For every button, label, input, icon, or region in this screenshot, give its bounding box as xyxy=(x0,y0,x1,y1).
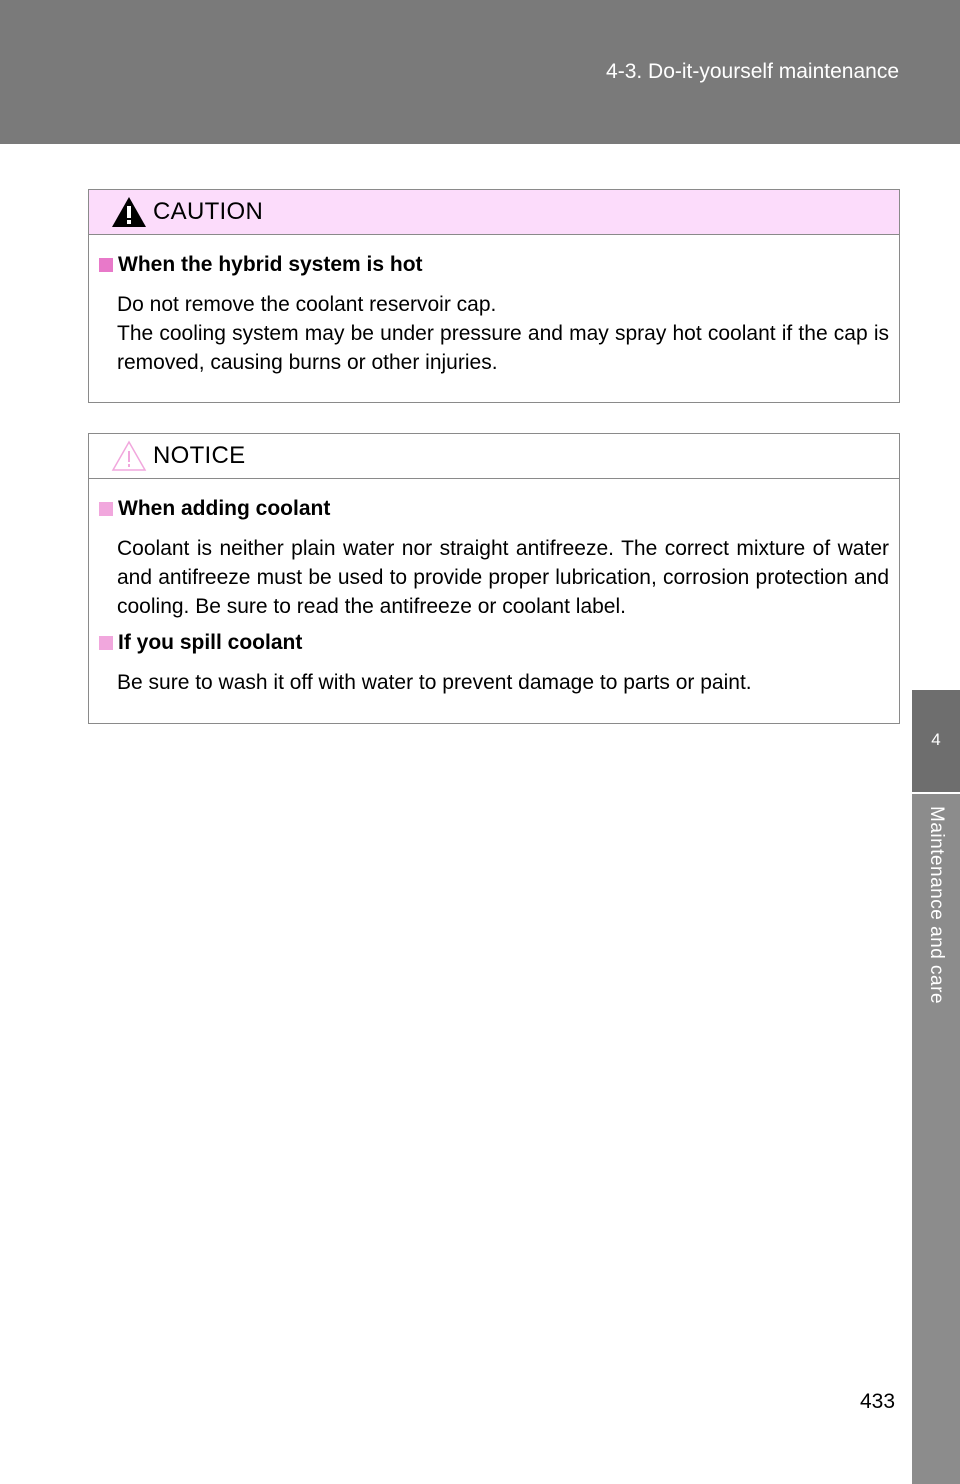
chapter-title: Maintenance and care xyxy=(926,806,947,1005)
notice-triangle-icon xyxy=(111,440,147,472)
notice-item-1-text: Coolant is neither plain water nor straight antifreeze. The correct mixture of water and antifreeze must be used to provide proper lubrication, corrosion protection and cooling. Be sure to read the antifreeze or coolant label. xyxy=(117,537,889,618)
notice-item-title xyxy=(99,631,889,655)
notice-item-title xyxy=(99,497,889,521)
notice-item-2-title: If you spill coolant xyxy=(118,631,303,654)
notice-item-2-text: Be sure to wash it off with water to prevent damage to parts or paint. xyxy=(117,671,752,694)
notice-header xyxy=(89,434,899,479)
notice-label: NOTICE xyxy=(153,442,246,469)
square-bullet-icon xyxy=(99,502,113,516)
caution-body xyxy=(89,235,899,377)
page-number: 433 xyxy=(860,1390,896,1413)
caution-item-title-text: When the hybrid system is hot xyxy=(118,253,423,276)
chapter-title-tab xyxy=(912,806,960,1036)
section-title: 4-3. Do-it-yourself maintenance xyxy=(606,60,899,83)
caution-box xyxy=(88,189,900,403)
notice-box xyxy=(88,433,900,724)
caution-label: CAUTION xyxy=(153,198,264,225)
square-bullet-icon xyxy=(99,636,113,650)
notice-body xyxy=(89,479,899,697)
header-band xyxy=(0,0,960,144)
warning-triangle-icon xyxy=(111,196,147,228)
chapter-number-tab: 4 xyxy=(912,690,960,792)
notice-item-1-title: When adding coolant xyxy=(118,497,331,520)
square-bullet-icon xyxy=(99,258,113,272)
caution-line-2: The cooling system may be under pressure and may spray hot coolant if the cap is removed, causing burns or other injuries. xyxy=(117,322,889,374)
caution-header xyxy=(89,190,899,235)
caution-item-text xyxy=(99,290,889,377)
caution-item-title xyxy=(99,253,889,277)
caution-line-1: Do not remove the coolant reservoir cap. xyxy=(117,293,497,316)
